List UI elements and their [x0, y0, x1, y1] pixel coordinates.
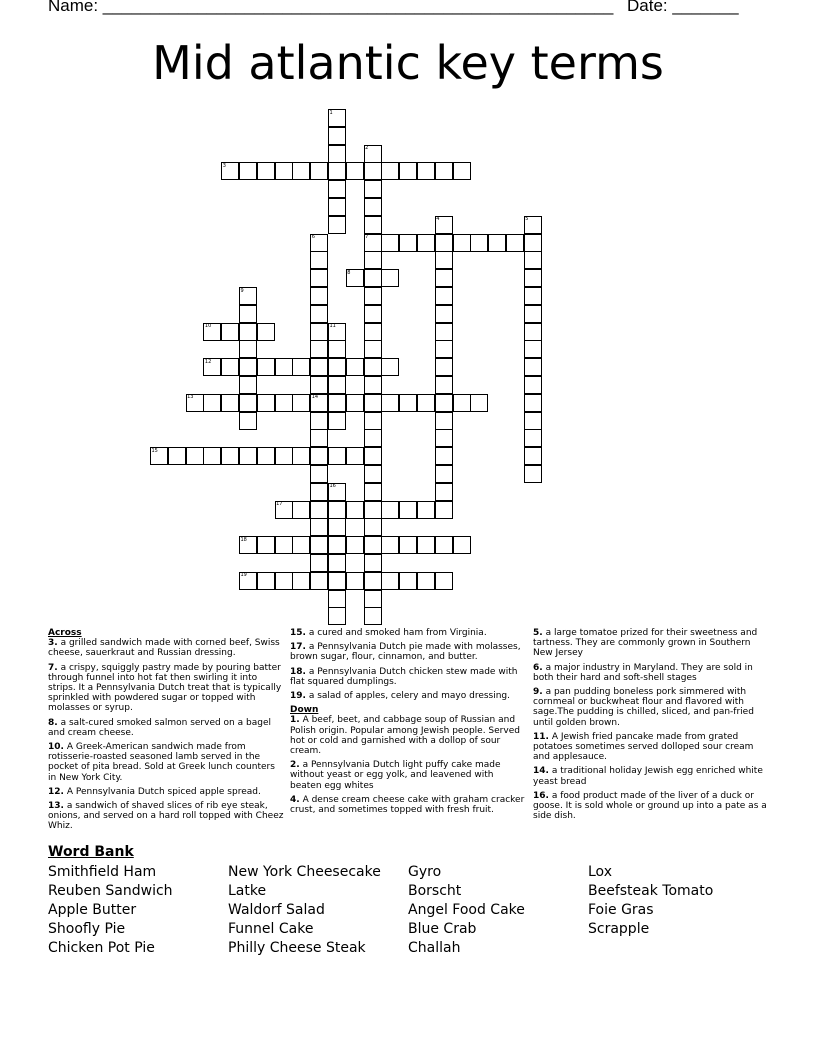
grid-cell[interactable] [435, 287, 453, 305]
clue-down-14: 14. a traditional holiday Jewish egg enriched white yeast bread [533, 766, 763, 787]
across-heading: Across [48, 628, 82, 638]
grid-cell[interactable] [453, 234, 471, 252]
word-bank-item: Borscht [408, 883, 462, 899]
clue-across-15: 15. a cured and smoked ham from Virginia. [290, 628, 487, 638]
grid-cell[interactable] [417, 572, 435, 590]
grid-cell[interactable] [239, 340, 257, 358]
grid-cell[interactable] [364, 394, 382, 412]
grid-cell[interactable] [435, 394, 453, 412]
clue-across-18: 18. a Pennsylvania Dutch chicken stew made with flat squared dumplings. [290, 666, 518, 687]
grid-cell[interactable] [364, 465, 382, 483]
grid-cell[interactable] [328, 607, 346, 625]
grid-cell[interactable] [275, 162, 293, 180]
grid-cell[interactable] [310, 483, 328, 501]
date-field-label: Date: _______ [627, 0, 739, 15]
grid-cell[interactable] [310, 572, 328, 590]
word-bank-item: Shoofly Pie [48, 921, 126, 937]
grid-cell[interactable] [435, 305, 453, 323]
clue-down-9: 9. a pan pudding boneless pork simmered with cornmeal or buckwheat flour and flavored with sage.The pudding is chilled, sliced, and pan-fried until golden brown. [533, 687, 754, 728]
cell-number: 8 [347, 269, 351, 276]
grid-cell[interactable] [399, 501, 417, 519]
grid-cell[interactable] [203, 447, 221, 465]
clue-across-7: 7. a crispy, squiggly pastry made by pouring batter through funnel into hot fat then swirling it into strips. It a Pennsylvania Dutch treat that is typically sprinkled with powdered sugar or topped with molasses or syrup. [48, 662, 282, 714]
word-bank-item: Reuben Sandwich [48, 883, 173, 899]
grid-cell[interactable] [328, 180, 346, 198]
grid-cell[interactable] [506, 234, 524, 252]
grid-cell[interactable] [239, 394, 257, 412]
clue-down-6: 6. a major industry in Maryland. They are sold in both their hard and soft-shell stages [533, 662, 753, 683]
word-bank-item: Scrapple [588, 921, 650, 937]
word-bank-item: Angel Food Cake [408, 902, 525, 918]
cell-number: 15 [151, 447, 158, 454]
word-bank-item: Gyro [408, 864, 442, 880]
grid-cell[interactable] [346, 162, 364, 180]
grid-cell[interactable] [417, 394, 435, 412]
grid-cell[interactable] [310, 287, 328, 305]
cell-number: 10 [204, 323, 212, 330]
grid-cell[interactable] [524, 287, 542, 305]
grid-cell[interactable] [381, 501, 399, 519]
grid-cell[interactable] [364, 287, 382, 305]
grid-cell[interactable] [310, 340, 328, 358]
word-bank-item: Chicken Pot Pie [48, 940, 155, 956]
clue-across-19: 19. a salad of apples, celery and mayo dressing. [290, 691, 511, 702]
word-bank-item: Smithfield Ham [48, 864, 157, 880]
grid-cell[interactable] [435, 162, 453, 180]
grid-cell[interactable] [435, 323, 453, 341]
grid-cell[interactable] [364, 447, 382, 465]
word-bank-column-1 [48, 863, 173, 958]
grid-cell[interactable] [435, 251, 453, 269]
clue-down-1: 1. A beef, beet, and cabbage soup of Russian and Polish origin. Popular among Jewish people. Served hot or cold and garnished with a dollop of sour cream. [290, 715, 520, 757]
grid-cell[interactable] [310, 269, 328, 287]
grid-cell[interactable] [239, 358, 257, 376]
cell-number: 1 [329, 109, 333, 116]
cell-number: 2 [365, 145, 369, 152]
word-bank-item: Beefsteak Tomato [588, 883, 714, 899]
grid-cell[interactable] [328, 394, 346, 412]
grid-cell[interactable] [381, 234, 399, 252]
cell-number: 12 [204, 358, 212, 365]
grid-cell[interactable] [453, 394, 471, 412]
grid-cell[interactable] [453, 536, 471, 554]
grid-cell[interactable] [364, 269, 382, 287]
grid-cell[interactable] [292, 162, 310, 180]
grid-cell[interactable] [435, 358, 453, 376]
grid-cell[interactable] [524, 429, 542, 447]
grid-cell[interactable] [364, 198, 382, 216]
cell-number: 16 [329, 483, 336, 490]
grid-cell[interactable] [435, 501, 453, 519]
grid-cell[interactable] [328, 198, 346, 216]
grid-cell[interactable] [328, 127, 346, 145]
grid-cell[interactable] [328, 536, 346, 554]
grid-cell[interactable] [310, 376, 328, 394]
grid-cell[interactable] [328, 590, 346, 608]
cell-number: 18 [240, 536, 247, 543]
grid-cell[interactable] [328, 376, 346, 394]
clue-across-3: 3. a grilled sandwich made with corned beef, Swiss cheese, sauerkraut and Russian dressing. [48, 638, 280, 659]
grid-cell[interactable] [310, 465, 328, 483]
grid-cell[interactable] [239, 305, 257, 323]
clue-down-11: 11. A Jewish fried pancake made from grated potatoes sometimes served dolloped sour cream and applesauce. [533, 731, 754, 763]
grid-cell[interactable] [453, 162, 471, 180]
grid-cell[interactable] [435, 340, 453, 358]
grid-cell[interactable] [364, 376, 382, 394]
grid-cell[interactable] [524, 394, 542, 412]
grid-cell[interactable] [328, 572, 346, 590]
grid-cell[interactable] [257, 572, 275, 590]
grid-cell[interactable] [310, 447, 328, 465]
grid-cell[interactable] [292, 536, 310, 554]
clue-down-16: 16. a food product made of the liver of a duck or goose. It is sold whole or ground up into a pate as a side dish. [533, 790, 767, 822]
grid-cell[interactable] [310, 323, 328, 341]
grid-cell[interactable] [346, 572, 364, 590]
grid-cell[interactable] [364, 518, 382, 536]
grid-cell[interactable] [524, 412, 542, 430]
grid-cell[interactable] [364, 216, 382, 234]
grid-cell[interactable] [328, 518, 346, 536]
grid-cell[interactable] [221, 394, 239, 412]
grid-cell[interactable] [328, 340, 346, 358]
cell-number: 14 [311, 394, 319, 401]
grid-cell[interactable] [364, 251, 382, 269]
grid-cell[interactable] [435, 447, 453, 465]
grid-cell[interactable] [310, 518, 328, 536]
word-bank-column-4 [588, 863, 713, 939]
cell-number: 6 [311, 234, 315, 241]
grid-cell[interactable] [310, 429, 328, 447]
grid-cell[interactable] [364, 358, 382, 376]
cell-number: 11 [329, 323, 336, 330]
grid-cell[interactable] [435, 572, 453, 590]
grid-cell[interactable] [310, 412, 328, 430]
grid-cell[interactable] [435, 536, 453, 554]
grid-cell[interactable] [364, 554, 382, 572]
word-bank-column-3 [408, 863, 525, 958]
grid-cell[interactable] [364, 429, 382, 447]
grid-cell[interactable] [221, 323, 239, 341]
grid-cell[interactable] [364, 162, 382, 180]
grid-cell[interactable] [310, 162, 328, 180]
word-bank-item: Latke [228, 883, 267, 899]
grid-cell[interactable] [346, 447, 364, 465]
clues-column-3 [533, 628, 769, 825]
grid-cell[interactable] [239, 323, 257, 341]
grid-cell[interactable] [292, 358, 310, 376]
grid-cell[interactable] [310, 554, 328, 572]
cell-number: 7 [365, 234, 369, 241]
word-bank-item: Philly Cheese Steak [228, 940, 366, 956]
grid-cell[interactable] [381, 572, 399, 590]
grid-cell[interactable] [275, 358, 293, 376]
grid-cell[interactable] [328, 412, 346, 430]
clue-across-10: 10. A Greek-American sandwich made from rotisserie-roasted seasoned lamb served in the pocket of pita bread. Sold at Greek lunch counters in New York City. [48, 742, 275, 783]
grid-cell[interactable] [257, 358, 275, 376]
grid-cell[interactable] [275, 572, 293, 590]
grid-cell[interactable] [524, 465, 542, 483]
grid-cell[interactable] [435, 376, 453, 394]
grid-cell[interactable] [328, 145, 346, 163]
grid-cell[interactable] [257, 394, 275, 412]
word-bank-item: Foie Gras [588, 902, 654, 918]
grid-cell[interactable] [381, 162, 399, 180]
grid-cell[interactable] [239, 162, 257, 180]
word-bank-item: Apple Butter [48, 902, 137, 918]
grid-cell[interactable] [310, 251, 328, 269]
grid-cell[interactable] [328, 358, 346, 376]
grid-cell[interactable] [417, 501, 435, 519]
clue-across-12: 12. A Pennsylvania Dutch spiced apple spread. [48, 786, 261, 797]
word-bank-column-2 [228, 863, 381, 958]
grid-cell[interactable] [435, 465, 453, 483]
grid-cell[interactable] [524, 358, 542, 376]
cell-number: 19 [240, 572, 247, 579]
grid-cell[interactable] [346, 394, 364, 412]
grid-cell[interactable] [346, 358, 364, 376]
grid-cell[interactable] [364, 483, 382, 501]
clue-down-5: 5. a large tomatoe prized for their sweetness and tartness. They are commonly grown in Southern New Jersey [533, 628, 758, 659]
grid-cell[interactable] [399, 536, 417, 554]
clue-across-8: 8. a salt-cured smoked salmon served on a bagel and cream cheese. [48, 717, 271, 738]
grid-cell[interactable] [399, 162, 417, 180]
grid-cell[interactable] [328, 216, 346, 234]
grid-cell[interactable] [310, 358, 328, 376]
down-heading: Down [290, 705, 319, 716]
grid-cell[interactable] [399, 572, 417, 590]
clue-down-4: 4. A dense cream cheese cake with graham cracker crust, and sometimes topped with fresh fruit. [290, 794, 525, 816]
grid-cell[interactable] [364, 501, 382, 519]
grid-cell[interactable] [275, 447, 293, 465]
grid-cell[interactable] [524, 269, 542, 287]
grid-cell[interactable] [239, 412, 257, 430]
page-title: Mid atlantic key terms [152, 36, 664, 90]
grid-cell[interactable] [524, 376, 542, 394]
grid-cell[interactable] [328, 162, 346, 180]
grid-cell[interactable] [221, 358, 239, 376]
word-bank-item: Challah [408, 940, 461, 956]
grid-cell[interactable] [488, 234, 506, 252]
word-bank-item: Funnel Cake [228, 921, 314, 937]
cell-number: 3 [222, 162, 226, 169]
grid-cell[interactable] [346, 501, 364, 519]
grid-cell[interactable] [203, 394, 221, 412]
grid-cell[interactable] [364, 305, 382, 323]
cell-number: 5 [525, 216, 529, 223]
grid-cell[interactable] [257, 323, 275, 341]
grid-cell[interactable] [381, 269, 399, 287]
grid-cell[interactable] [399, 234, 417, 252]
grid-cell[interactable] [435, 412, 453, 430]
grid-cell[interactable] [221, 447, 239, 465]
cell-number: 13 [187, 394, 194, 401]
grid-cell[interactable] [310, 501, 328, 519]
grid-cell[interactable] [310, 536, 328, 554]
cell-number: 4 [436, 216, 440, 223]
grid-cell[interactable] [399, 394, 417, 412]
grid-cell[interactable] [328, 501, 346, 519]
grid-cell[interactable] [470, 394, 488, 412]
grid-cell[interactable] [239, 376, 257, 394]
grid-cell[interactable] [435, 483, 453, 501]
grid-cell[interactable] [310, 305, 328, 323]
grid-cell[interactable] [275, 536, 293, 554]
grid-cell[interactable] [524, 447, 542, 465]
grid-cell[interactable] [381, 536, 399, 554]
grid-cell[interactable] [257, 162, 275, 180]
grid-cell[interactable] [364, 412, 382, 430]
grid-cell[interactable] [168, 447, 186, 465]
grid-cell[interactable] [346, 536, 364, 554]
grid-cell[interactable] [364, 590, 382, 608]
clues-column-2 [290, 628, 526, 819]
word-bank-title: Word Bank [48, 844, 134, 860]
grid-cell[interactable] [257, 447, 275, 465]
grid-cell[interactable] [524, 323, 542, 341]
word-bank-item: Blue Crab [408, 921, 477, 937]
grid-cell[interactable] [292, 447, 310, 465]
grid-cell[interactable] [186, 447, 204, 465]
grid-cell[interactable] [364, 180, 382, 198]
grid-cell[interactable] [328, 554, 346, 572]
grid-cell[interactable] [292, 501, 310, 519]
clue-across-17: 17. a Pennsylvania Dutch pie made with molasses, brown sugar, flour, cinnamon, and butter. [290, 642, 521, 663]
grid-cell[interactable] [292, 572, 310, 590]
grid-cell[interactable] [435, 429, 453, 447]
clue-down-2: 2. a Pennsylvania Dutch light puffy cake made without yeast or egg yolk, and leavened with beaten egg whites [290, 760, 501, 791]
grid-cell[interactable] [364, 536, 382, 554]
word-bank-item: Waldorf Salad [228, 902, 325, 918]
clue-across-13: 13. a sandwich of shaved slices of rib eye steak, onions, and served on a hard roll topped with Cheez Whiz. [48, 801, 284, 832]
clues-column-1 [48, 628, 284, 836]
cell-number: 9 [240, 287, 244, 294]
word-bank-item: Lox [588, 864, 612, 880]
grid-cell[interactable] [364, 323, 382, 341]
grid-cell[interactable] [417, 536, 435, 554]
grid-cell[interactable] [239, 447, 257, 465]
grid-cell[interactable] [524, 305, 542, 323]
grid-cell[interactable] [381, 358, 399, 376]
grid-cell[interactable] [435, 234, 453, 252]
cell-number: 17 [276, 501, 283, 508]
grid-cell[interactable] [381, 394, 399, 412]
grid-cell[interactable] [292, 394, 310, 412]
name-field-label: Name: ______________________________________________________ [48, 0, 614, 15]
grid-cell[interactable] [275, 394, 293, 412]
word-bank-item: New York Cheesecake [228, 864, 381, 880]
grid-cell[interactable] [417, 234, 435, 252]
grid-cell[interactable] [364, 607, 382, 625]
grid-cell[interactable] [364, 572, 382, 590]
grid-cell[interactable] [257, 536, 275, 554]
grid-cell[interactable] [524, 234, 542, 252]
grid-cell[interactable] [417, 162, 435, 180]
grid-cell[interactable] [524, 340, 542, 358]
grid-cell[interactable] [470, 234, 488, 252]
grid-cell[interactable] [364, 340, 382, 358]
grid-cell[interactable] [524, 251, 542, 269]
grid-cell[interactable] [328, 447, 346, 465]
grid-cell[interactable] [435, 269, 453, 287]
